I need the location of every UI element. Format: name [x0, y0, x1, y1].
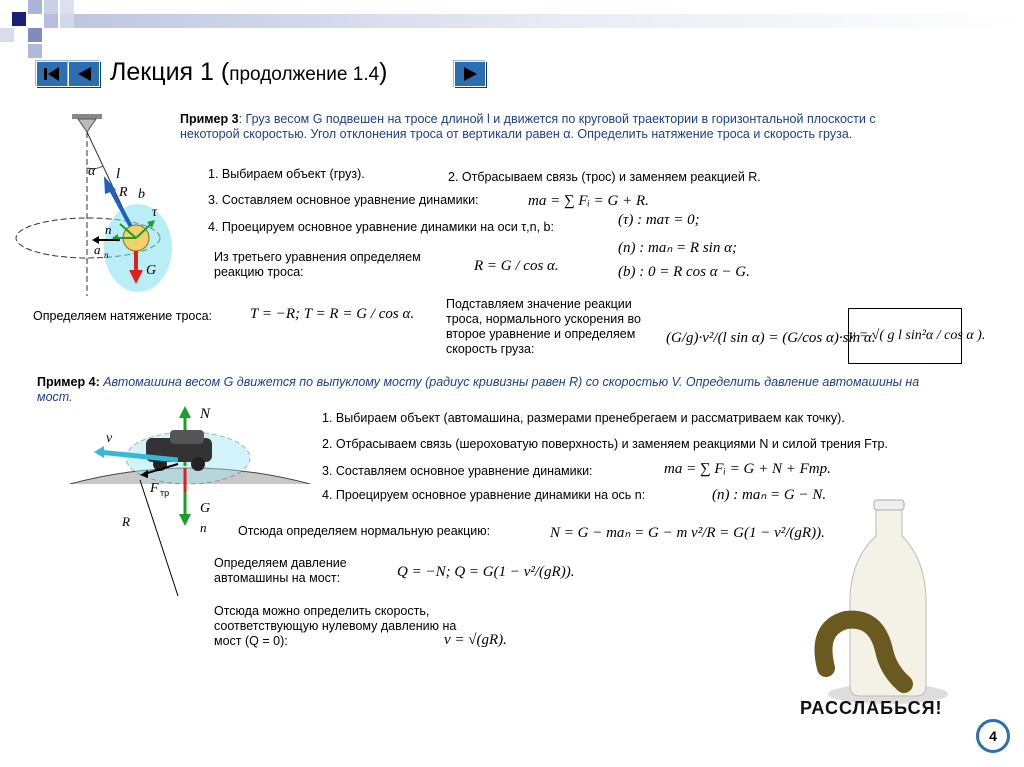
example3-substitute: Подставляем значение реакции троса, нормального ускорения во второе уравнение и определяем скорость груза:	[446, 297, 641, 356]
radius-label: R	[122, 514, 130, 529]
example3-step2: 2. Отбрасываем связь (трос) и заменяем реакцией R.	[448, 170, 761, 184]
normal-reaction-equation: N = G − maₙ = G − m v²/R = G(1 − v²/(gR)).	[550, 525, 825, 541]
n-direction-label: n	[200, 520, 207, 535]
friction-label: F	[150, 481, 159, 496]
accel-sub-label: n	[104, 250, 109, 260]
nav-prev-button[interactable]	[68, 61, 100, 87]
substitution-equation: (G/g)·v²/(l sin α) = (G/cos α)·sin α.	[666, 330, 876, 346]
prev-icon	[69, 62, 99, 86]
reaction-label: R	[119, 185, 128, 200]
eq-b: (b) : 0 = R cos α − G.	[618, 264, 750, 280]
normal-reaction-label: Отсюда определяем нормальную реакцию:	[238, 524, 491, 538]
pressure-equation: Q = −N; Q = G(1 − v²/(gR)).	[397, 564, 575, 580]
tension-label: Определяем натяжение троса:	[33, 309, 213, 323]
header-bar	[74, 14, 1024, 28]
example4-step1: 1. Выбираем объект (автомашина, размерами пренебрегаем и рассматриваем как точку).	[322, 411, 845, 425]
page-number: 4	[989, 728, 997, 744]
speed-result-box: v = √( g l sin²α / cos α ).	[848, 308, 962, 364]
example4-step2: 2. Отбрасываем связь (шероховатую поверхность) и заменяем реакциями N и силой трения Fтр.	[322, 437, 888, 451]
example4-step4: 4. Проецируем основное уравнение динамики на ось n:	[322, 488, 646, 502]
b-axis-label: b	[138, 187, 145, 202]
example4-step4-equation: (n) : maₙ = G − N.	[712, 487, 827, 503]
example3-step4: 4. Проецируем основное уравнение динамики на оси τ,n, b:	[208, 220, 554, 234]
velocity-label: v	[106, 431, 113, 446]
n-axis-label: n	[105, 222, 112, 237]
tension-equation: T = −R; T = R = G / cos α.	[250, 306, 415, 322]
example3-step3-equation: ma = ∑ Fᵢ = G + R.	[528, 193, 649, 209]
car-weight-label: G	[200, 501, 211, 516]
corner-decoration	[0, 0, 90, 60]
speed-equation: v = √(gR).	[444, 632, 507, 648]
relax-caption: РАССЛАБЬСЯ!	[800, 698, 943, 718]
length-label: l	[116, 166, 121, 182]
eq-n: (n) : maₙ = R sin α;	[618, 240, 737, 256]
alpha-label: α	[88, 164, 96, 179]
example4-step3: 3. Составляем основное уравнение динамики:	[322, 464, 593, 478]
example3-step1: 1. Выбираем объект (груз).	[208, 167, 365, 181]
nav-next-button[interactable]	[454, 61, 486, 87]
nav-first-button[interactable]	[36, 61, 68, 87]
tau-axis-label: τ	[152, 205, 158, 220]
example3-step3: 3. Составляем основное уравнение динамики:	[208, 193, 479, 207]
first-icon	[37, 62, 67, 86]
speed-label: Отсюда можно определить скорость, соответствующую нулевому давлению на мост (Q = 0):	[214, 604, 457, 648]
example4-statement: Пример 4: Автомашина весом G движется по выпуклому мосту (радиус кривизны равен R) со скоростью V. Определить давление автомашины на мост.	[37, 375, 920, 404]
weight-label: G	[146, 263, 157, 278]
next-icon	[455, 62, 485, 86]
page-number-badge	[976, 719, 1010, 753]
reaction-equation: R = G / cos α.	[474, 258, 559, 274]
example3-from-third: Из третьего уравнения определяем реакцию троса:	[214, 250, 421, 279]
example3-statement: Пример 3: Груз весом G подвешен на тросе длиной l и движется по круговой траектории в горизонтальной плоскости с некоторой скоростью. Угол отклонения троса от вертикали равен α. Определить натяжение троса и скорость груза.	[180, 112, 876, 141]
example4-step3-equation: ma = ∑ Fᵢ = G + N + Fтр.	[664, 461, 831, 477]
eq-tau: (τ) : maτ = 0;	[618, 212, 700, 228]
milk-bottle-image	[806, 498, 966, 728]
pendulum-diagram	[8, 108, 188, 298]
accel-label: a	[94, 242, 101, 257]
page-title: Лекция 1 (продолжение 1.4)	[110, 58, 388, 86]
friction-sub-label: тр	[160, 488, 170, 498]
normal-force-label: N	[200, 406, 211, 422]
pressure-label: Определяем давление автомашины на мост:	[214, 556, 347, 585]
